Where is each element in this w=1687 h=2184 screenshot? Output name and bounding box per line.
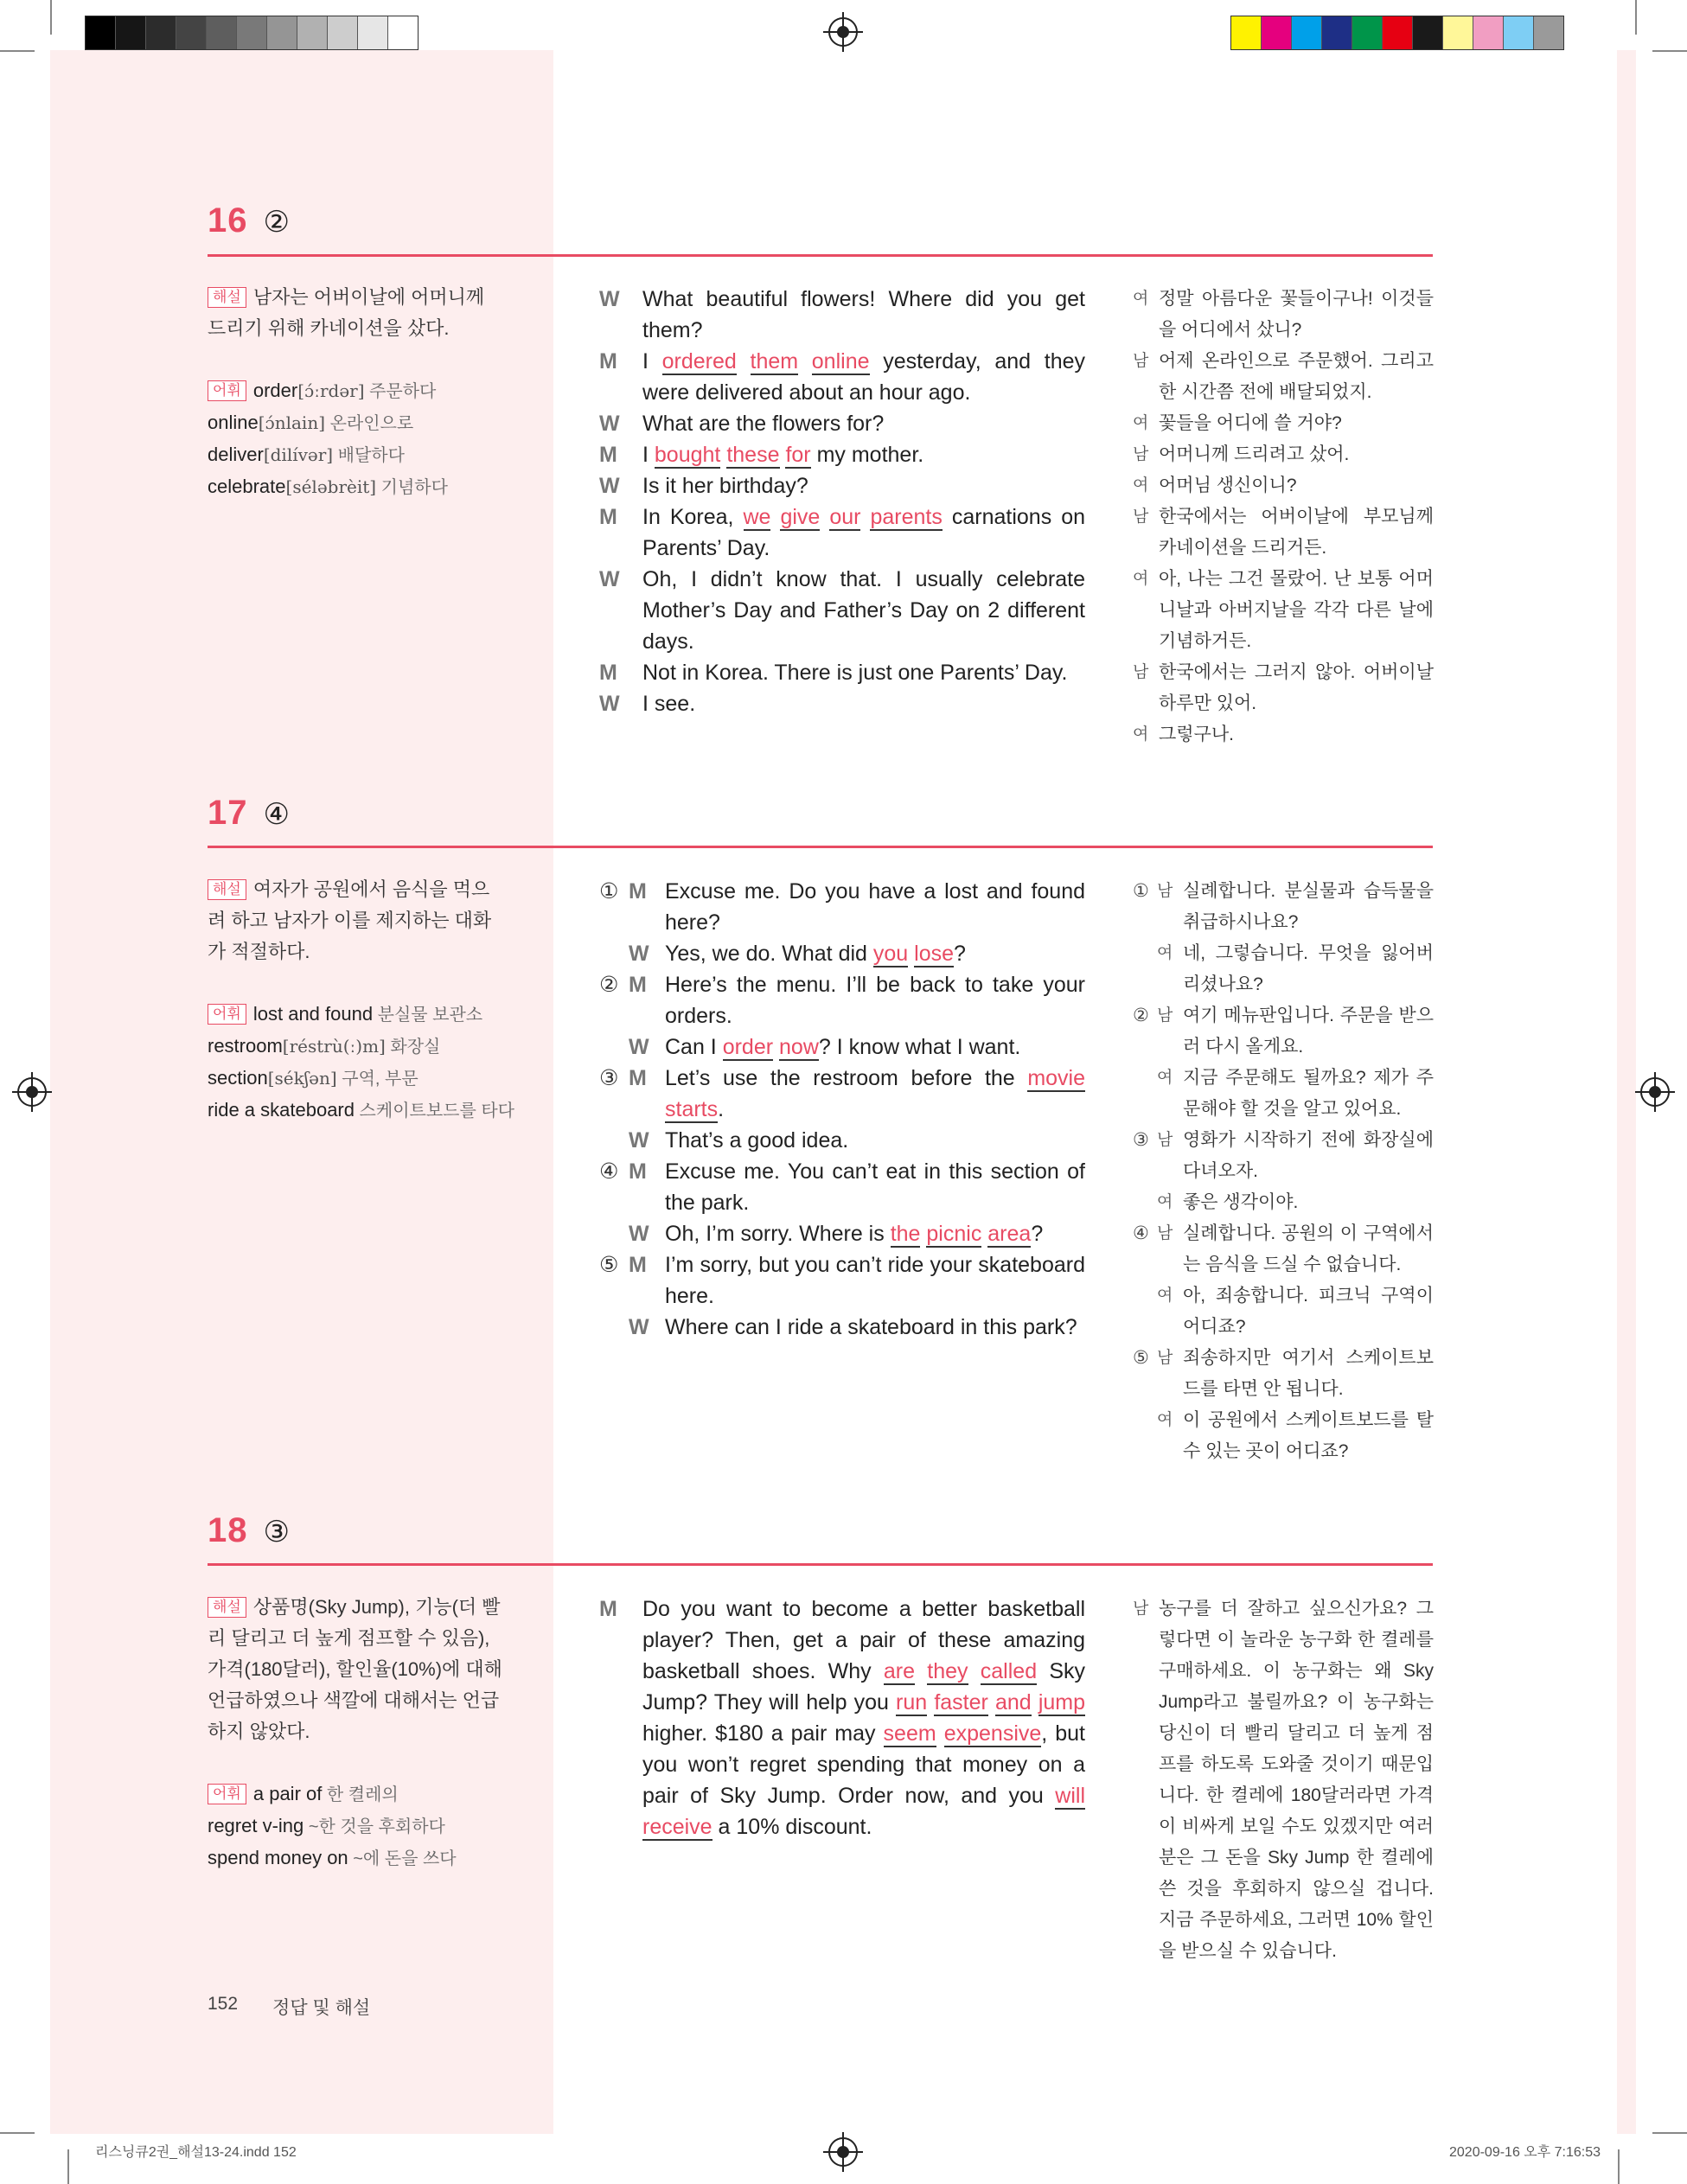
explanation-tag: 해설 <box>208 879 246 900</box>
dialogue-text: Can I order now? I know what I want. <box>665 1035 1021 1059</box>
translation-text: 어제 온라인으로 주문했어. 그리고 한 시간쯤 전에 배달되었지. <box>1159 351 1434 402</box>
question-16-notes <box>208 282 506 503</box>
process-color-bar <box>1230 16 1564 50</box>
dialogue-line <box>599 876 1085 938</box>
dialogue-text: Where can I ride a skateboard in this park? <box>665 1315 1077 1339</box>
vocab-meaning: 분실물 보관소 <box>373 1006 483 1025</box>
translation-line <box>1133 938 1434 1000</box>
vocab-item <box>208 1031 506 1063</box>
option-number: ④ <box>1133 1223 1149 1243</box>
section-divider <box>208 254 1433 257</box>
speaker-label: W <box>599 474 620 498</box>
vocabulary-tag: 어휘 <box>208 380 246 401</box>
vocab-word: restroom <box>208 1035 283 1057</box>
translation-line <box>1133 408 1434 439</box>
option-number: ③ <box>1133 1130 1149 1150</box>
speaker-label: W <box>629 1222 649 1246</box>
speaker-label: 남 <box>1133 663 1149 681</box>
vocabulary-tag: 어휘 <box>208 1784 246 1804</box>
speaker-label: M <box>599 349 617 374</box>
registration-mark-bottom <box>828 2137 858 2167</box>
dialogue-text: In Korea, we give our parents carnations on Parents’ Day. <box>642 505 1086 560</box>
vocab-item <box>208 1810 506 1842</box>
dialogue-text: I bought these for my mother. <box>642 443 924 467</box>
pronunciation: [ɔ́nlain] <box>258 412 326 433</box>
color-swatch <box>358 16 388 49</box>
option-number <box>599 1312 629 1343</box>
speaker-label: 여 <box>1157 944 1173 962</box>
speaker-label: W <box>599 287 620 311</box>
dialogue-line <box>599 564 1085 657</box>
speaker-label: W <box>629 1128 649 1153</box>
dialogue-text: Excuse me. You can’t eat in this section of the park. <box>665 1159 1085 1215</box>
vocab-word: ride a skateboard <box>208 1099 355 1121</box>
speaker-label: W <box>629 1315 649 1339</box>
color-swatch <box>146 16 176 49</box>
vocabulary-list <box>208 999 514 1127</box>
translation-line <box>1133 1405 1434 1467</box>
translation-line <box>1133 657 1434 719</box>
speaker-label: W <box>599 412 620 436</box>
color-swatch <box>116 16 146 49</box>
translation-text: 농구를 더 잘하고 싶으신가요? 그렇다면 이 놀라운 농구화 한 켤레를 구매하세요. 이 농구화는 왜 Sky Jump라고 불릴까요? 이 농구화는 당신이 더 빨리 달리고 더 높게 점프를 하도록 도와줄 것이기 때문입니다. 한 켤레에 180달러라면 가격이 비싸게 보일 수도 있겠지만 여러분은 그 돈을 Sky Jump 한 켤레에 쓴 것을 후회하지 않으실 겁니다. 지금 주문하세요, 그러면 10% 할인을 받으실 수 있습니다. <box>1159 1599 1434 1961</box>
answer-mark: ② <box>263 206 290 239</box>
dictation-blank: will <box>1055 1784 1085 1808</box>
dialogue-text: Oh, I didn’t know that. I usually celebrate Mother’s Day and Father’s Day on 2 different days. <box>642 567 1085 654</box>
dialogue-text: I’m sorry, but you can’t ride your skateboard here. <box>665 1253 1085 1308</box>
vocab-word: regret v-ing <box>208 1815 304 1836</box>
vocab-word: order <box>252 380 298 401</box>
color-swatch <box>388 16 418 49</box>
dialogue-text: Oh, I’m sorry. Where is the picnic area? <box>665 1222 1044 1246</box>
color-swatch <box>1262 16 1292 49</box>
page-number: 152 <box>208 1994 239 2014</box>
dialogue-text: Let’s use the restroom before the movie starts. <box>665 1066 1085 1121</box>
speaker-label: 남 <box>1133 1600 1149 1618</box>
translation-line <box>1133 1593 1434 1967</box>
translation-text: 네, 그렇습니다. 무엇을 잃어버리셨나요? <box>1183 943 1434 994</box>
dialogue-text: Not in Korea. There is just one Parents’ Day. <box>642 661 1068 685</box>
registration-mark-right <box>1640 1077 1670 1107</box>
dialogue-line <box>599 1218 1085 1249</box>
dialogue-line <box>599 1156 1085 1218</box>
question-18-translation <box>1133 1593 1434 1967</box>
dialogue-line <box>599 1593 1085 1842</box>
color-swatch <box>1352 16 1383 49</box>
dialogue-line <box>599 1125 1085 1156</box>
option-number: ② <box>599 973 619 997</box>
vocab-meaning: 화장실 <box>385 1038 441 1057</box>
page-footer <box>208 1994 370 2020</box>
translation-text: 죄송하지만 여기서 스케이트보드를 타면 안 됩니다. <box>1183 1348 1434 1399</box>
dictation-blank: receive <box>642 1815 713 1839</box>
color-swatch <box>1473 16 1504 49</box>
vocab-meaning: 한 켤레의 <box>322 1785 399 1804</box>
vocab-meaning: 구역, 부문 <box>336 1070 419 1089</box>
dictation-blank: the <box>890 1222 921 1246</box>
translation-text: 그렇구나. <box>1159 725 1234 744</box>
speaker-label: 남 <box>1157 1131 1173 1149</box>
dialogue-line <box>599 1063 1085 1125</box>
speaker-label: M <box>629 879 647 904</box>
dictation-blank: run <box>896 1690 928 1715</box>
section-divider <box>208 846 1433 848</box>
color-swatch <box>1322 16 1352 49</box>
dictation-blank: now <box>779 1035 819 1059</box>
speaker-label: M <box>629 973 647 997</box>
right-margin-band <box>1617 50 1636 2134</box>
vocabulary-list <box>208 1778 506 1874</box>
translation-line <box>1133 1187 1434 1218</box>
dictation-blank: them <box>750 349 799 374</box>
dialogue-line <box>599 501 1085 564</box>
explanation: 해설 여자가 공원에서 음식을 먹으려 하고 남자가 이를 제지하는 대화가 적절하다. <box>208 878 492 962</box>
registration-mark-left <box>17 1077 47 1107</box>
color-swatch <box>297 16 328 49</box>
option-number <box>599 938 629 969</box>
question-16-header <box>208 201 290 240</box>
translation-text: 어머니께 드리려고 샀어. <box>1159 444 1350 464</box>
speaker-label: W <box>599 567 620 591</box>
question-number: 18 <box>208 1511 248 1549</box>
translation-line <box>1133 719 1434 750</box>
vocab-meaning: 배달하다 <box>333 446 405 465</box>
option-number <box>599 1031 629 1063</box>
vocab-item <box>208 999 506 1031</box>
dialogue-text: Do you want to become a better basketball player? Then, get a pair of these amazing basketball shoes. Why are they called Sky Jump? They will help you run faster and jump higher. $180 a pair may seem expensive, but you won’t regret spending that money on a pair of Sky Jump. Order now, and you will receive a 10% discount. <box>642 1597 1086 1839</box>
speaker-label: 여 <box>1133 570 1149 588</box>
dictation-blank: order <box>722 1035 774 1059</box>
dialogue-line <box>599 938 1085 969</box>
color-swatch <box>267 16 297 49</box>
translation-text: 여기 메뉴판입니다. 주문을 받으러 다시 올게요. <box>1183 1006 1434 1057</box>
registration-mark-top <box>828 17 858 47</box>
color-swatch <box>1413 16 1443 49</box>
color-swatch <box>1534 16 1563 49</box>
color-swatch <box>1383 16 1413 49</box>
option-number <box>599 1218 629 1249</box>
dictation-blank: movie <box>1027 1066 1085 1090</box>
dialogue-line <box>599 408 1085 439</box>
dictation-blank: expensive <box>943 1721 1042 1746</box>
speaker-label: W <box>629 942 649 966</box>
speaker-label: 남 <box>1133 445 1149 463</box>
translation-text: 영화가 시작하기 전에 화장실에 다녀오자. <box>1183 1130 1434 1181</box>
translation-text: 아, 나는 그건 몰랐어. 난 보통 어머니날과 아버지날을 각각 다른 날에 기념하거든. <box>1159 569 1434 651</box>
dialogue-text: Is it her birthday? <box>642 474 808 498</box>
color-swatch <box>237 16 267 49</box>
vocab-meaning: 기념하다 <box>376 478 448 497</box>
color-swatch <box>1231 16 1262 49</box>
explanation: 해설 남자는 어버이날에 어머니께 드리기 위해 카네이션을 샀다. <box>208 286 485 339</box>
section-divider <box>208 1563 1433 1566</box>
translation-text: 어머님 생신이니? <box>1159 476 1297 495</box>
vocabulary-tag: 어휘 <box>208 1004 246 1025</box>
vocab-meaning: ~한 것을 후회하다 <box>304 1817 445 1836</box>
speaker-label: M <box>629 1253 647 1277</box>
dictation-blank: jump <box>1038 1690 1085 1715</box>
color-swatch <box>1443 16 1473 49</box>
option-number: ③ <box>599 1066 619 1090</box>
dialogue-line <box>599 688 1085 719</box>
translation-line <box>1133 876 1434 938</box>
speaker-label: 남 <box>1157 1224 1173 1242</box>
dictation-blank: seem <box>883 1721 936 1746</box>
dictation-blank: area <box>987 1222 1032 1246</box>
dialogue-line <box>599 1031 1085 1063</box>
vocab-item <box>208 1842 506 1874</box>
vocab-word: deliver <box>208 444 264 465</box>
option-number <box>1133 938 1157 1000</box>
vocab-word: online <box>208 412 259 433</box>
pronunciation: [ɔ́ːrdər] <box>297 380 365 401</box>
dialogue-line <box>599 470 1085 501</box>
color-swatch <box>176 16 207 49</box>
dictation-blank: picnic <box>926 1222 982 1246</box>
dialogue-text: I ordered them online yesterday, and they were delivered about an hour ago. <box>642 349 1085 405</box>
explanation-tag: 해설 <box>208 287 246 308</box>
vocab-word: spend money on <box>208 1847 348 1868</box>
translation-line <box>1133 346 1434 408</box>
translation-text: 좋은 생각이야. <box>1183 1192 1299 1212</box>
answer-mark: ③ <box>263 1516 290 1549</box>
vocab-meaning: 스케이트보드를 타다 <box>355 1102 514 1121</box>
speaker-label: 남 <box>1157 1006 1173 1025</box>
dictation-blank: faster <box>934 1690 988 1715</box>
pronunciation: [dilívər] <box>263 444 334 465</box>
speaker-label: M <box>629 1066 647 1090</box>
explanation: 해설 상품명(Sky Jump), 기능(더 빨리 달리고 더 높게 점프할 수 있음), 가격(180달러), 할인율(10%)에 대해 언급하였으나 색깔에 대해서는 언급하지 않았다. <box>208 1596 502 1742</box>
vocab-word: lost and found <box>252 1003 374 1025</box>
question-17-notes <box>208 874 514 1127</box>
translation-text: 아, 죄송합니다. 피크닉 구역이 어디죠? <box>1183 1286 1434 1337</box>
vocab-meaning: 온라인으로 <box>325 414 414 433</box>
question-17-dialogue <box>599 876 1085 1343</box>
speaker-label: M <box>599 1597 617 1621</box>
dictation-blank: called <box>980 1659 1038 1683</box>
vocab-item <box>208 1095 514 1127</box>
dictation-blank: bought <box>654 443 721 467</box>
dialogue-text: That’s a good idea. <box>665 1128 849 1153</box>
color-swatch <box>1292 16 1322 49</box>
question-17-header <box>208 794 290 833</box>
speaker-label: 여 <box>1133 414 1149 432</box>
translation-line <box>1133 1063 1434 1125</box>
translation-text: 이 공원에서 스케이트보드를 탈 수 있는 곳이 어디죠? <box>1183 1410 1434 1461</box>
translation-line <box>1133 470 1434 501</box>
translation-line <box>1133 284 1434 346</box>
question-16-dialogue <box>599 284 1085 719</box>
option-number: ⑤ <box>599 1253 619 1277</box>
dialogue-line <box>599 346 1085 408</box>
question-18-notes <box>208 1592 506 1874</box>
dictation-blank: our <box>829 505 861 529</box>
color-swatch <box>1504 16 1534 49</box>
option-number <box>1133 1063 1157 1125</box>
dictation-blank: they <box>927 1659 968 1683</box>
translation-line <box>1133 564 1434 657</box>
dialogue-line <box>599 657 1085 688</box>
vocab-meaning: 주문하다 <box>364 382 437 401</box>
translation-line <box>1133 1125 1434 1187</box>
dictation-blank: you <box>872 942 909 966</box>
dialogue-line <box>599 439 1085 470</box>
option-number: ④ <box>599 1159 619 1184</box>
speaker-label: W <box>599 692 620 716</box>
dictation-blank: these <box>726 443 780 467</box>
option-number <box>1133 1187 1157 1218</box>
speaker-label: M <box>629 1159 647 1184</box>
dialogue-text: I see. <box>642 692 696 716</box>
dialogue-text: What are the flowers for? <box>642 412 885 436</box>
dialogue-text: Here’s the menu. I’ll be back to take your orders. <box>665 973 1085 1028</box>
vocabulary-list <box>208 375 506 503</box>
vocab-item <box>208 471 506 503</box>
question-18-header <box>208 1511 290 1550</box>
vocab-word: section <box>208 1067 268 1089</box>
question-16-translation <box>1133 284 1434 750</box>
dictation-blank: starts <box>665 1097 719 1121</box>
vocab-item <box>208 1063 506 1095</box>
dialogue-text: Excuse me. Do you have a lost and found here? <box>665 879 1085 935</box>
translation-line <box>1133 1343 1434 1405</box>
vocab-item <box>208 407 506 439</box>
color-swatch <box>328 16 358 49</box>
translation-text: 꽃들을 어디에 쓸 거야? <box>1159 413 1342 433</box>
speaker-label: W <box>629 1035 649 1059</box>
color-swatch <box>86 16 116 49</box>
answer-mark: ④ <box>263 798 290 831</box>
translation-text: 정말 아름다운 꽃들이구나! 이것들을 어디에서 샀니? <box>1159 289 1434 340</box>
dictation-blank: parents <box>870 505 943 529</box>
pronunciation: [sékʃən] <box>267 1068 337 1089</box>
speaker-label: 여 <box>1157 1287 1173 1305</box>
print-slug-timestamp: 2020-09-16 오후 7:16:53 <box>1449 2145 1601 2160</box>
vocab-item <box>208 375 506 407</box>
speaker-label: 여 <box>1133 725 1149 744</box>
option-number <box>1133 1405 1157 1467</box>
translation-text: 한국에서는 어버이날에 부모님께 카네이션을 드리거든. <box>1159 507 1434 558</box>
grayscale-color-bar <box>85 16 419 50</box>
speaker-label: M <box>599 661 617 685</box>
print-slug-file: 리스닝큐2권_해설13-24.indd 152 <box>95 2145 297 2160</box>
translation-text: 실례합니다. 분실물과 습득물을 취급하시나요? <box>1183 881 1434 932</box>
speaker-label: M <box>599 443 617 467</box>
speaker-label: 여 <box>1157 1193 1173 1211</box>
explanation-tag: 해설 <box>208 1597 246 1618</box>
translation-line <box>1133 1218 1434 1280</box>
dialogue-line <box>599 1249 1085 1312</box>
dictation-blank: for <box>785 443 811 467</box>
dictation-blank: and <box>994 1690 1032 1715</box>
option-number: ① <box>1133 881 1149 901</box>
vocab-meaning: ~에 돈을 쓰다 <box>348 1849 457 1868</box>
dialogue-line <box>599 969 1085 1031</box>
speaker-label: M <box>599 505 617 529</box>
speaker-label: 여 <box>1157 1411 1173 1429</box>
translation-line <box>1133 1280 1434 1343</box>
question-17-translation <box>1133 876 1434 1467</box>
speaker-label: 남 <box>1133 352 1149 370</box>
option-number: ① <box>599 879 619 904</box>
speaker-label: 여 <box>1133 290 1149 308</box>
dictation-blank: online <box>811 349 870 374</box>
option-number <box>599 1125 629 1156</box>
section-label: 정답 및 해설 <box>272 1998 371 2018</box>
translation-line <box>1133 501 1434 564</box>
dictation-blank: we <box>743 505 771 529</box>
translation-line <box>1133 439 1434 470</box>
pronunciation: [réstrù(ː)m] <box>282 1036 386 1057</box>
question-number: 16 <box>208 201 248 239</box>
pronunciation: [séləbrèit] <box>285 476 377 497</box>
speaker-label: 여 <box>1157 1069 1173 1087</box>
translation-text: 실례합니다. 공원의 이 구역에서는 음식을 드실 수 없습니다. <box>1183 1223 1434 1274</box>
dialogue-text: What beautiful flowers! Where did you get them? <box>642 287 1085 342</box>
question-number: 17 <box>208 794 248 832</box>
translation-line <box>1133 1000 1434 1063</box>
dictation-blank: lose <box>914 942 955 966</box>
dictation-blank: are <box>883 1659 916 1683</box>
speaker-label: 남 <box>1133 508 1149 526</box>
vocab-word: celebrate <box>208 476 286 497</box>
vocab-item <box>208 439 506 471</box>
translation-text: 지금 주문해도 될까요? 제가 주문해야 할 것을 알고 있어요. <box>1183 1068 1434 1119</box>
dictation-blank: give <box>780 505 821 529</box>
vocab-word: a pair of <box>252 1783 323 1804</box>
option-number <box>1133 1280 1157 1343</box>
speaker-label: 남 <box>1157 1349 1173 1367</box>
translation-text: 한국에서는 그러지 않아. 어버이날 하루만 있어. <box>1159 662 1434 713</box>
vocab-item <box>208 1778 506 1810</box>
dialogue-line <box>599 284 1085 346</box>
option-number: ② <box>1133 1006 1149 1025</box>
option-number: ⑤ <box>1133 1348 1149 1368</box>
dialogue-text: Yes, we do. What did you lose? <box>665 942 966 966</box>
dictation-blank: ordered <box>661 349 737 374</box>
color-swatch <box>207 16 237 49</box>
dialogue-line <box>599 1312 1085 1343</box>
speaker-label: 남 <box>1157 882 1173 900</box>
question-18-monologue <box>599 1593 1085 1842</box>
speaker-label: 여 <box>1133 476 1149 495</box>
